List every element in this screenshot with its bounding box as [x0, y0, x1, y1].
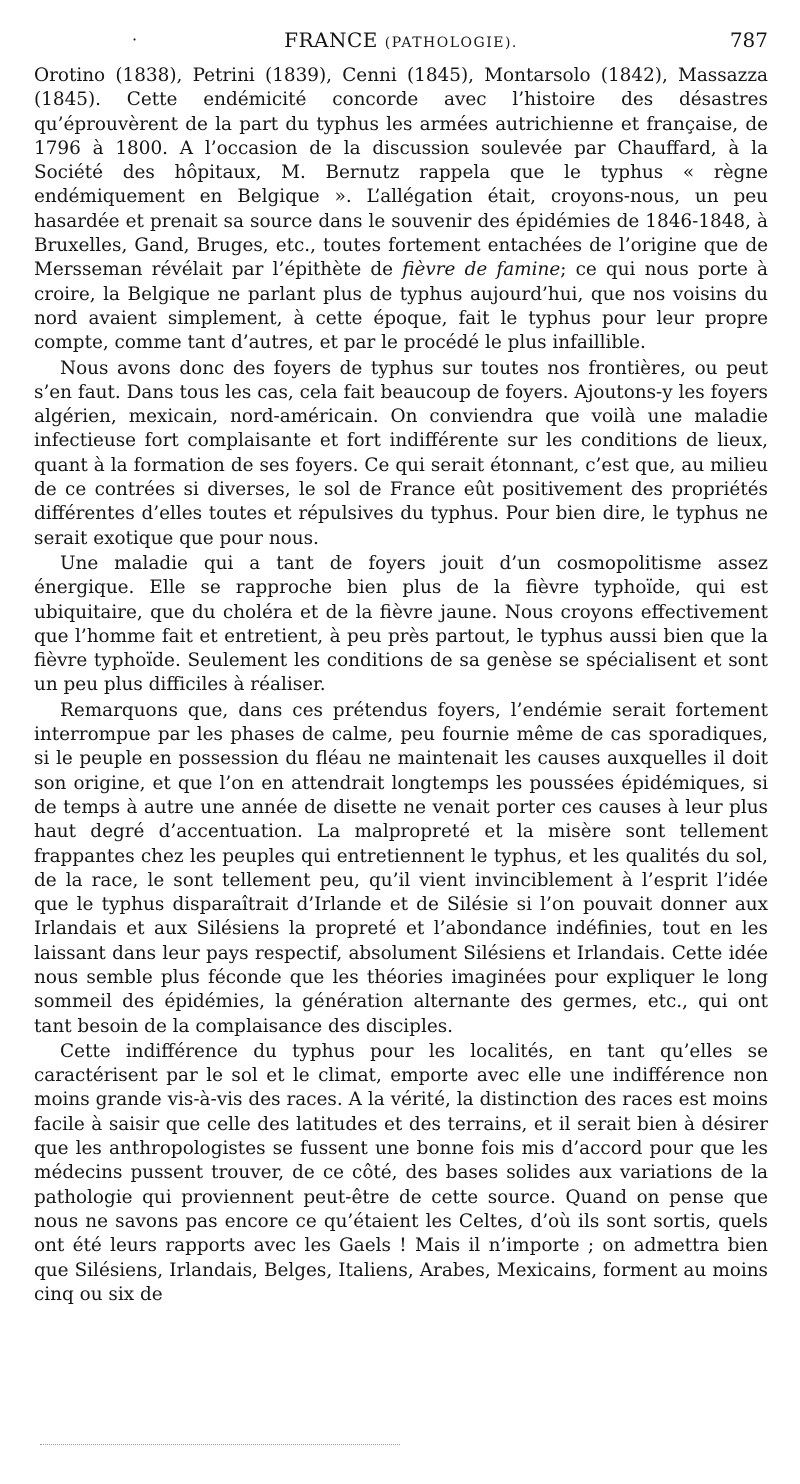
book-page	[34, 28, 768, 1307]
head-title-main: FRANCE	[284, 28, 378, 52]
paragraph-1-italic: fièvre de famine	[402, 259, 561, 281]
paragraph-1	[34, 64, 768, 356]
paragraph-2: Nous avons donc des foyers de typhus sur toutes nos frontières, ou peut s’en faut. Dans tous les cas, cela fait beaucoup de foyers. Ajoutons-y les foyers algérien, mexicain, nord-américain. On conviendra que voilà une maladie infectieuse fort complaisante et fort indifférente sur les conditions de lieux, quant à la formation de ses foyers. Ce qui serait étonnant, c’est que, au milieu de ce contrées si diverses, le sol de France eût positivement des propriétés différentes d’elles toutes et répulsives du typhus. Pour bien dire, le typhus ne serait exotique que pour nous.	[34, 357, 768, 549]
head-dot-mark: ·	[132, 30, 138, 49]
running-head-title	[34, 28, 768, 52]
body-text	[34, 64, 768, 1307]
paragraph-1-before: Orotino (1838), Petrini (1839), Cenni (1845), Montarsolo (1842), Massazza (1845). Cette endémicité concorde avec l’histoire des désastres qu’éprouvèrent de la part du typhus les armées autrichienne et française, de 1796 à 1800. A l’occasion de la discussion soulevée par Chauffard, à la Société des hôpitaux, M. Bernutz rappela que le typhus « règne endémiquement en Belgique ». L’allégation était, croyons-nous, un peu hasardée et prenait sa source dans le souvenir des épidémies de 1846-1848, à Bruxelles, Gand, Bruges, etc., toutes fortement entachées de l’origine que de Mersseman révélait par l’épithète de	[34, 65, 768, 281]
page-number: 787	[729, 28, 768, 52]
paragraph-3: Une maladie qui a tant de foyers jouit d’un cosmopolitisme assez énergique. Elle se rapproche bien plus de la fièvre typhoïde, qui est ubiquitaire, que du choléra et de la fièvre jaune. Nous croyons effectivement que l’homme fait et entretient, à peu près partout, le typhus aussi bien que la fièvre typhoïde. Seulement les conditions de sa genèse se spécialisent et sont un peu plus difficiles à réaliser.	[34, 552, 768, 696]
head-title-subtitle: (PATHOLOGIE).	[384, 35, 518, 51]
paragraph-5: Cette indifférence du typhus pour les localités, en tant qu’elles se caractérisent par le sol et le climat, emporte avec elle une indifférence non moins grande vis-à-vis des races. A la vérité, la distinction des races est moins facile à saisir que celle des latitudes et des terrains, et il serait bien à désirer que les anthropologistes se fussent une bonne fois mis d’accord pour que les médecins pussent trouver, de ce côté, des bases solides aux variations de la pathologie qui proviennent peut-être de cette source. Quand on pense que nous ne savons pas encore ce qu’étaient les Celtes, d’où ils sont sortis, quels ont été leurs rapports avec les Gaels ! Mais il n’importe ; on admettra bien que Silésiens, Irlandais, Belges, Italiens, Arabes, Mexicains, forment au moins cinq ou six de	[34, 1040, 768, 1305]
running-head	[34, 28, 768, 64]
paragraph-4: Remarquons que, dans ces prétendus foyers, l’endémie serait fortement interrompue par les phases de calme, peu fournie même de cas sporadiques, si le peuple en possession du fléau ne maintenait les causes auxquelles il doit son origine, et que l’on en attendrait longtemps les poussées épidémiques, si de temps à autre une année de disette ne venait porter ces causes à leur plus haut degré d’accentuation. La malpropreté et la misère sont tellement frappantes chez les peuples qui entretiennent le typhus, et les qualités du sol, de la race, le sont tellement peu, qu’il vient invinciblement à l’esprit l’idée que le typhus disparaîtrait d’Irlande et de Silésie si l’on pouvait donner aux Irlandais et aux Silésiens la propreté et l’abondance indéfinies, tout en les laissant dans leur pays respectif, absolument Silésiens et Irlandais. Cette idée nous semble plus féconde que les théories imaginées pour expliquer le long sommeil des épidémies, la génération alternante des germes, etc., qui ont tant besoin de la complaisance des disciples.	[34, 699, 768, 1037]
footer-dotted-rule	[40, 1444, 400, 1445]
paragraph-1-after: ; ce qui nous porte à croire, la Belgique ne parlant plus de typhus aujourd’hui, que nos voisins du nord avaient simplement, à cette époque, fait le typhus pour leur propre compte, comme tant d’autres, et par le procédé le plus infaillible.	[34, 259, 768, 354]
